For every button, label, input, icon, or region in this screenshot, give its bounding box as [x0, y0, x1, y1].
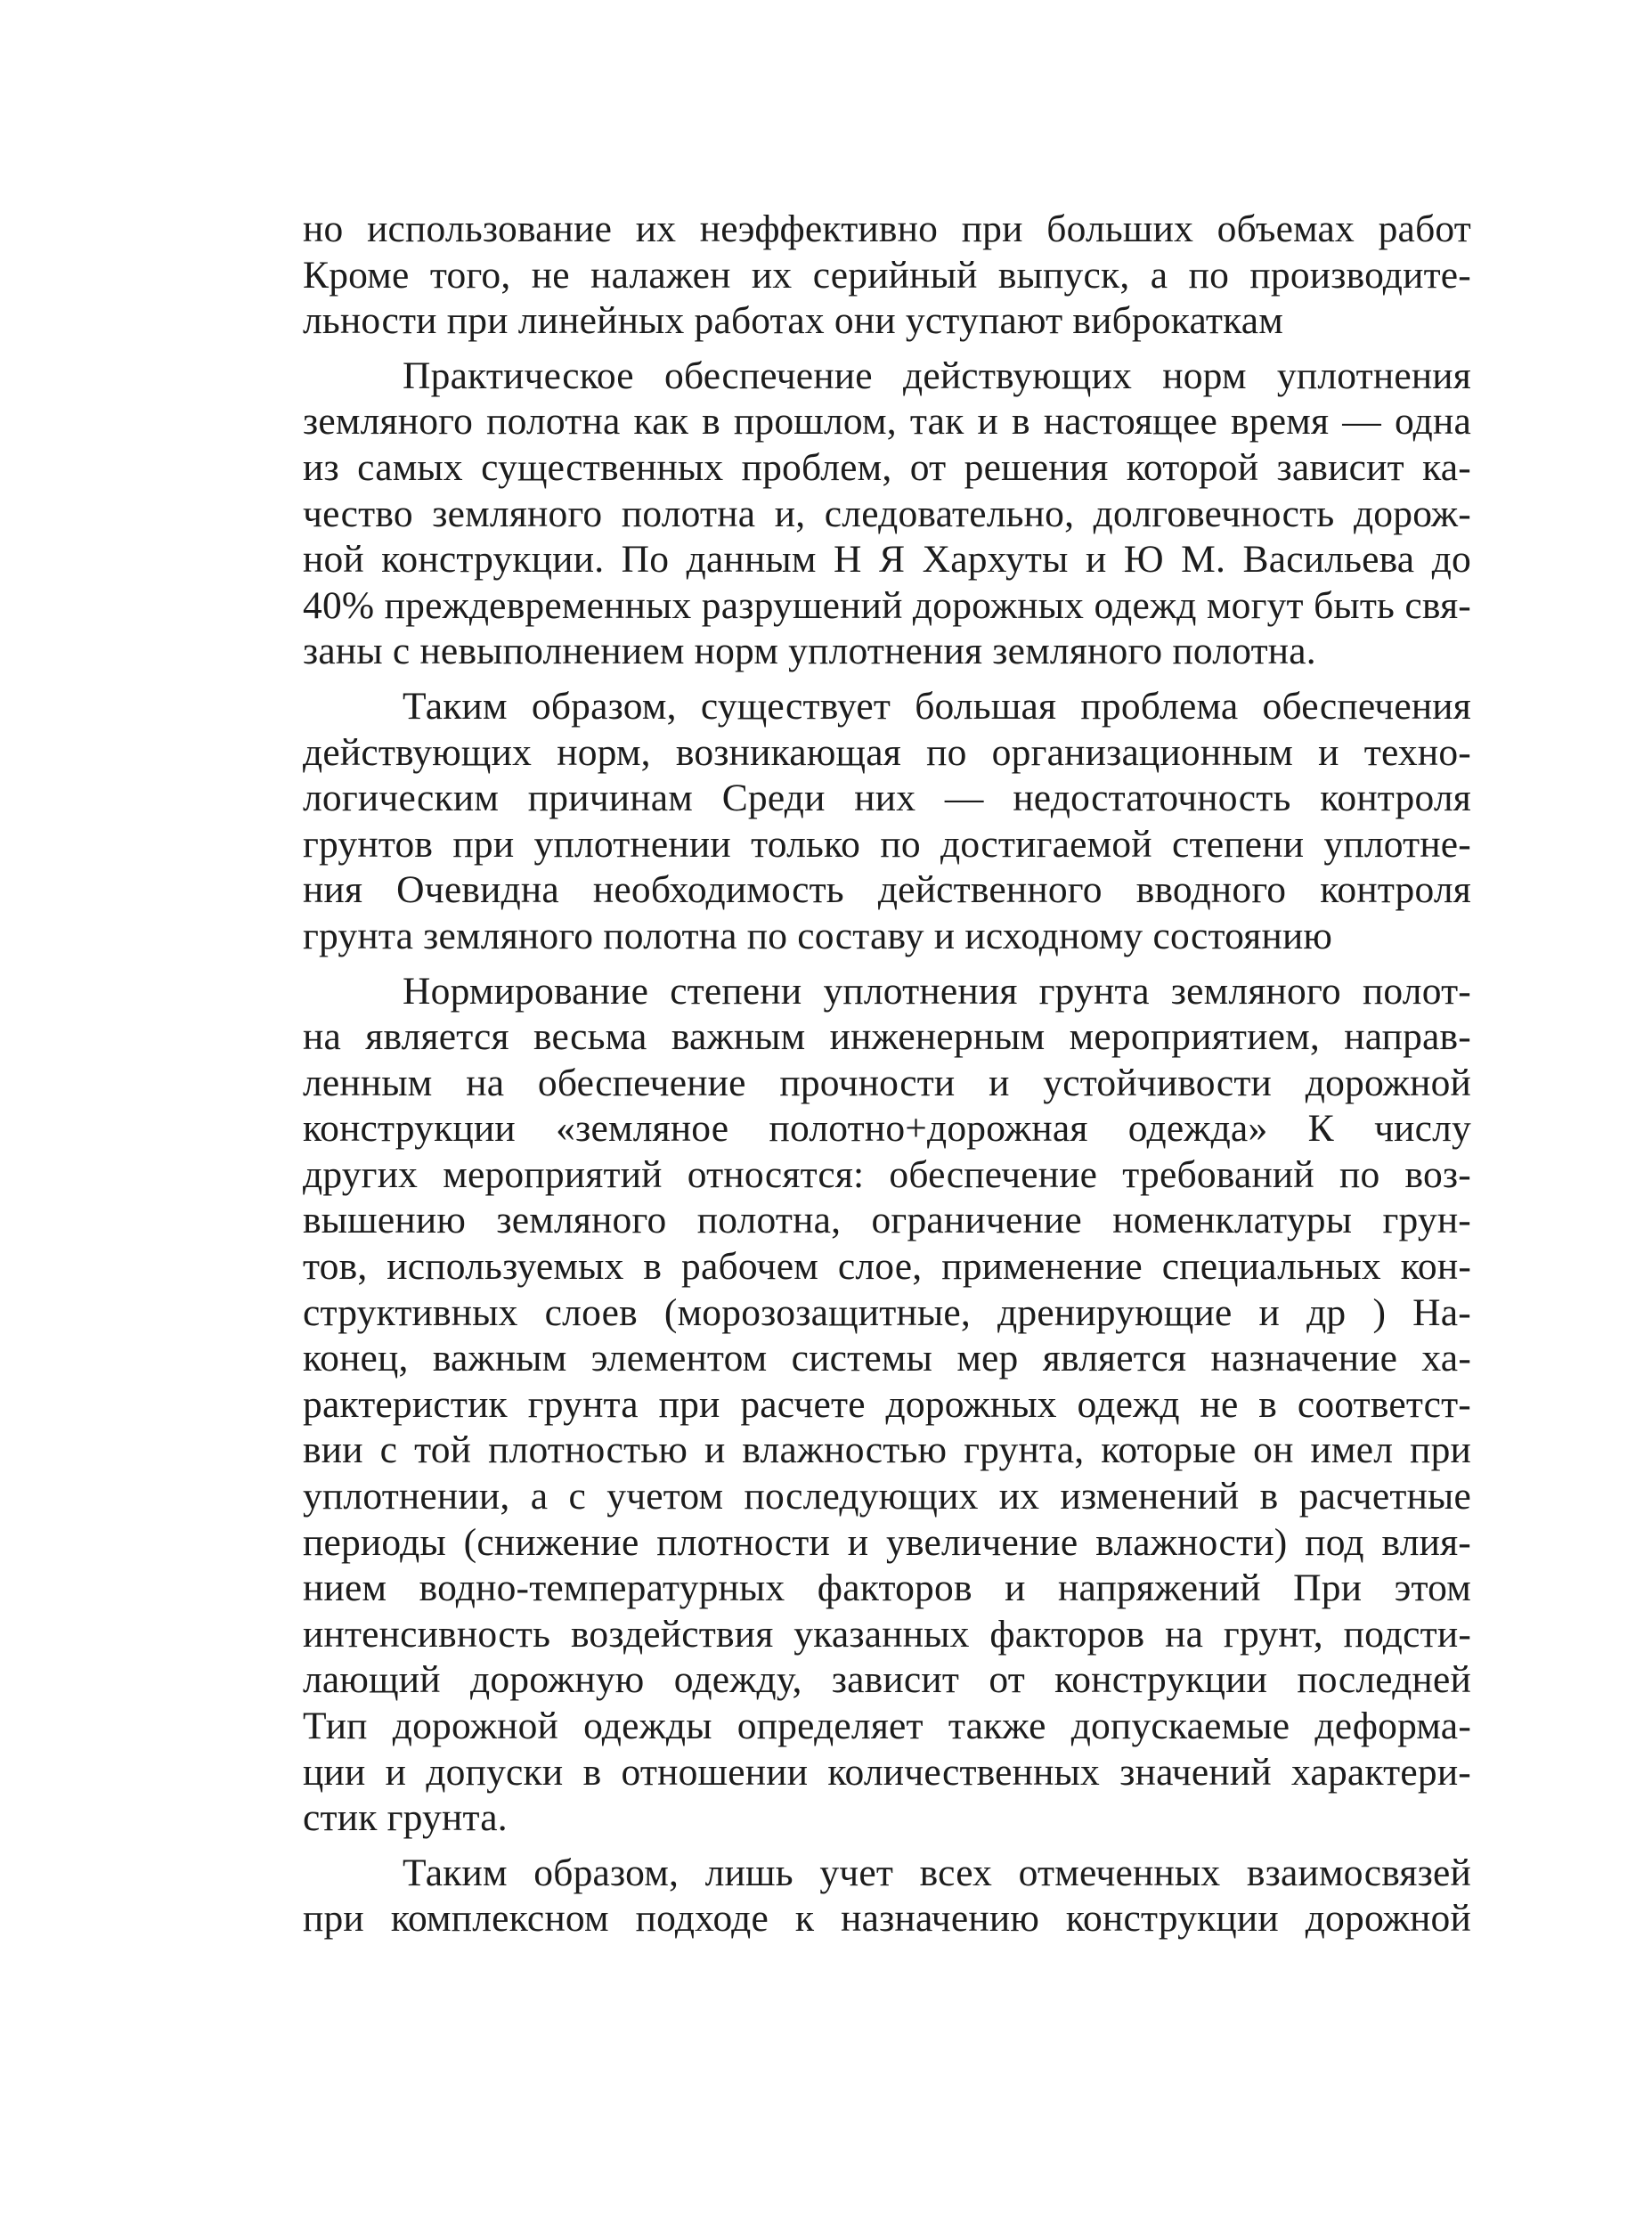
- paragraph: [303, 1851, 1471, 1942]
- text-line: структивных слоев (морозозащитные, дренирующие и др ) На-: [303, 1290, 1471, 1334]
- paragraph: [303, 969, 1471, 1842]
- text-line: действующих норм, возникающая по организационным и техно-: [303, 730, 1471, 774]
- text-line: вии с той плотностью и влажностью грунта, которые он имел при: [303, 1428, 1471, 1472]
- text-line: интенсивность воздействия указанных факторов на грунт, подсти-: [303, 1612, 1471, 1656]
- text-line: Таким образом, лишь учет всех отмеченных взаимосвязей: [403, 1851, 1471, 1894]
- text-line: вышению земляного полотна, ограничение номенклатуры грун-: [303, 1199, 1471, 1242]
- text-line: заны с невыполнением норм уплотнения земляного полотна.: [303, 630, 1316, 673]
- text-line: на является весьма важным инженерным мероприятием, направ-: [303, 1015, 1471, 1059]
- text-line: Практическое обеспечение действующих норм уплотнения: [403, 354, 1471, 397]
- document-page: [303, 207, 1471, 1951]
- text-line: логическим причинам Среди них — недостаточность контроля: [303, 777, 1471, 820]
- paragraph: [303, 207, 1471, 345]
- paragraph: [303, 684, 1471, 960]
- text-line: ния Очевидна необходимость действенного вводного контроля: [303, 868, 1471, 912]
- text-line: рактеристик грунта при расчете дорожных одежд не в соответст-: [303, 1382, 1471, 1426]
- text-line: уплотнении, а с учетом последующих их изменений в расчетные: [303, 1475, 1471, 1518]
- paragraph: [303, 354, 1471, 675]
- text-line: ленным на обеспечение прочности и устойчивости дорожной: [303, 1061, 1471, 1104]
- text-line: но использование их неэффективно при больших объемах работ: [303, 208, 1471, 250]
- text-line: конец, важным элементом системы мер является назначение ха-: [303, 1337, 1471, 1380]
- text-line: земляного полотна как в прошлом, так и в настоящее время — одна: [303, 400, 1471, 444]
- text-line: нием водно-температурных факторов и напряжений При этом: [303, 1567, 1471, 1610]
- text-line: Нормирование степени уплотнения грунта земляного полот-: [403, 969, 1471, 1013]
- text-line: чество земляного полотна и, следовательно, долговечность дорож-: [303, 492, 1471, 535]
- text-line: ной конструкции. По данным Н Я Хархуты и Ю М. Васильева до: [303, 538, 1471, 582]
- text-line: грунта земляного полотна по составу и исходному состоянию: [303, 914, 1333, 957]
- text-line: Таким образом, существует большая проблема обеспечения: [403, 684, 1471, 728]
- text-line: периоды (снижение плотности и увеличение влажности) под влия-: [303, 1520, 1471, 1564]
- text-line: при комплексном подходе к назначению конструкции дорожной: [303, 1897, 1471, 1941]
- text-line: Кроме того, не налажен их серийный выпуск, а по производите-: [303, 253, 1471, 297]
- text-line: конструкции «земляное полотно+дорожная одежда» К числу: [303, 1107, 1471, 1151]
- text-line: льности при линейных работах они уступают виброкаткам: [303, 299, 1283, 343]
- text-line: Тип дорожной одежды определяет также допускаемые деформа-: [303, 1705, 1471, 1747]
- text-line: из самых существенных проблем, от решения которой зависит ка-: [303, 445, 1471, 489]
- text-line: ции и допуски в отношении количественных значений характери-: [303, 1750, 1471, 1794]
- text-line: 40% преждевременных разрушений дорожных одежд могут быть свя-: [303, 583, 1471, 627]
- text-line: стик грунта.: [303, 1796, 508, 1840]
- text-line: тов, используемых в рабочем слое, применение специальных кон-: [303, 1245, 1471, 1289]
- text-line: грунтов при уплотнении только по достигаемой степени уплотне-: [303, 822, 1471, 866]
- text-line: других мероприятий относятся: обеспечение требований по воз-: [303, 1152, 1471, 1196]
- text-line: лающий дорожную одежду, зависит от конструкции последней: [303, 1658, 1471, 1702]
